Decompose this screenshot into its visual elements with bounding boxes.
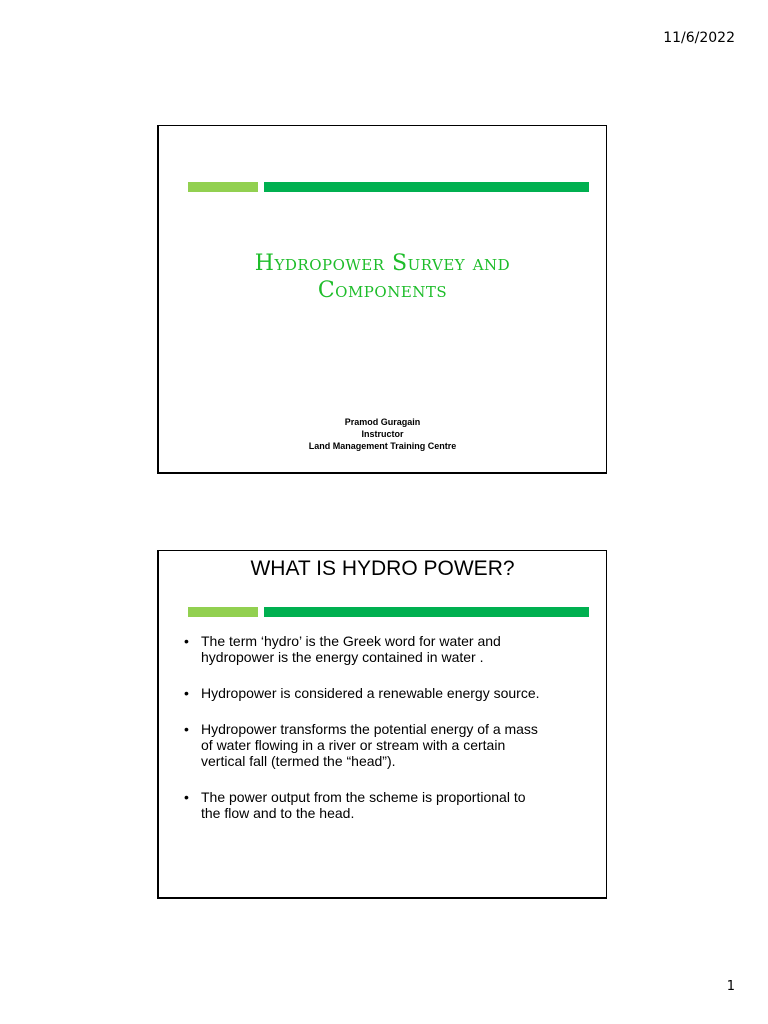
author-organization: Land Management Training Centre (308, 441, 457, 451)
bullet-item: • The power output from the scheme is proportional to the flow and to the head. (183, 789, 590, 821)
accent-bar-dark (264, 607, 589, 617)
content-slide (157, 550, 607, 899)
bullet-item: • Hydropower is considered a renewable energy source. (183, 685, 590, 701)
accent-bar-light (188, 607, 258, 617)
slide-title-line1: Hydropower Survey and (254, 251, 511, 276)
accent-bar-light (188, 182, 258, 192)
page-number: 1 (726, 979, 735, 994)
page-date: 11/6/2022 (663, 30, 735, 46)
author-name: Pramod Guragain (344, 417, 421, 427)
bullet-item: • Hydropower transforms the potential energy of a mass of water flowing in a river or stream with a certain vertical fall (termed the “head”). (183, 721, 590, 769)
author-block (159, 416, 606, 452)
title-slide (157, 125, 607, 474)
slide-title-line2: Components (317, 278, 448, 303)
author-role: Instructor (361, 429, 404, 439)
slide-heading: WHAT IS HYDRO POWER? (250, 557, 515, 580)
bullet-list (183, 633, 590, 841)
accent-bar-dark (264, 182, 589, 192)
bullet-item: • The term ‘hydro’ is the Greek word for water and hydropower is the energy contained in water . (183, 633, 590, 665)
slide-title (159, 250, 606, 304)
